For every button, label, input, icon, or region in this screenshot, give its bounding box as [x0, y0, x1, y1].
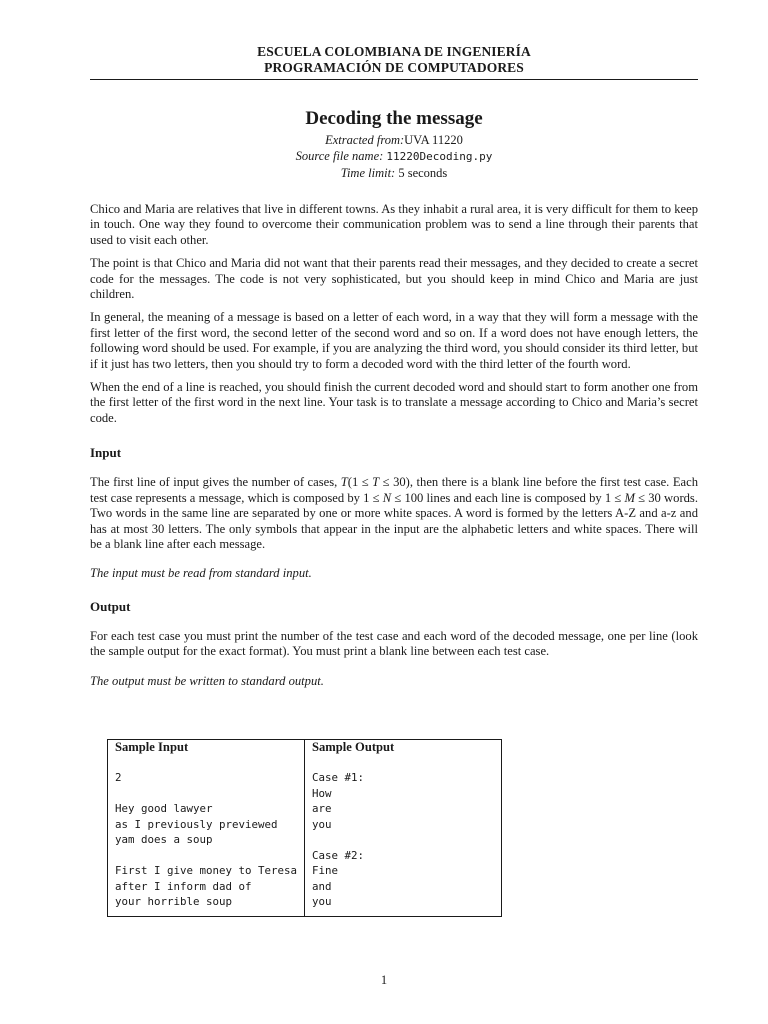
- meta-extracted-value: UVA 11220: [404, 133, 463, 147]
- problem-meta: [90, 132, 698, 181]
- meta-time: [90, 165, 698, 181]
- meta-time-label: Time limit:: [340, 166, 396, 180]
- var-M: M: [624, 490, 635, 505]
- paragraph-intro: Chico and Maria are relatives that live in different towns. As they inhabit a rural area, it is very difficult for them to keep in touch. One way they found to overcome their communication problem was to send a line through their parents that used to visit each other.: [90, 202, 698, 247]
- var-N: N: [382, 490, 392, 505]
- sample-input-cell: [108, 740, 305, 917]
- sample-output-cell: [305, 740, 502, 917]
- sample-output-code: Case #1: How are you Case #2: Fine and you: [312, 771, 365, 908]
- sample-io-table: [107, 739, 502, 917]
- problem-title: Decoding the message: [305, 108, 483, 129]
- input-cond-t-open: (1 ≤: [347, 475, 373, 490]
- document-page: [90, 0, 698, 689]
- input-cond-n-close: ≤ 100 lines and each line is composed by 1 ≤: [391, 490, 625, 505]
- header-course: PROGRAMACIÓN DE COMPUTADORES: [264, 60, 524, 75]
- var-T: T: [372, 475, 380, 490]
- sample-output-header: Sample Output: [312, 740, 395, 754]
- sample-input-code: 2 Hey good lawyer as I previously previewed yam does a soup First I give money to Teresa after I inform dad of your horrible soup: [115, 771, 298, 908]
- document-header: [90, 44, 698, 76]
- meta-source-value: 11220Decoding.py: [386, 150, 493, 163]
- output-heading: Output: [90, 598, 131, 614]
- meta-extracted-label: Extracted from:: [325, 133, 405, 147]
- paragraph-decoding-rule: In general, the meaning of a message is based on a letter of each word, in a way that they will form a message with the first letter of the first word, the second letter of the second word and so on. If a word does not have enough letters, the following word should be used. For example, if you are analyzing the third word, you should consider its third letter, but if it just has two letters, then you should try to form a decoded word with the third letter of the fourth word.: [90, 310, 698, 371]
- meta-source-label: Source file name:: [295, 149, 384, 163]
- meta-extracted: [90, 132, 698, 148]
- paragraph-secret-code: The point is that Chico and Maria did not want that their parents read their messages, and they decided to create a secret code for the messages. The code is not very sophisticated, but you should keep in mind Chico and Maria are just children.: [90, 256, 698, 302]
- meta-source: [90, 148, 698, 165]
- var-T: T: [340, 475, 348, 490]
- input-cond-t-close: ≤ 30), then there is a blank line before the first test case. Each test case represents a message, which is composed by 1 ≤: [90, 475, 698, 505]
- input-note: The input must be read from standard input.: [90, 566, 312, 581]
- input-text-a: The first line of input gives the number of cases,: [90, 475, 341, 490]
- page-number: 1: [380, 973, 388, 987]
- paragraph-line-end: When the end of a line is reached, you should finish the current decoded word and should start to form another one from the first letter of the first word in the next line. Your task is to translate a message according to Chico and Maria’s secret code.: [90, 380, 698, 425]
- header-school: ESCUELA COLOMBIANA DE INGENIERÍA: [257, 44, 531, 59]
- sample-input-header: Sample Input: [115, 740, 189, 754]
- input-description: [90, 475, 698, 552]
- output-description: For each test case you must print the number of the test case and each word of the decoded message, one per line (look the sample output for the exact format). You must print a blank line between each test case.: [90, 628, 698, 659]
- output-note: The output must be written to standard output.: [90, 673, 324, 688]
- input-text-b: ≤ 30 words. Two words in the same line are separated by one or more white spaces. A word is formed by the letters A-Z and a-z and has at most 30 letters. The only symbols that appear in the input are the alphabetic letters and white spaces. There will be a blank line after each message.: [90, 490, 698, 551]
- meta-time-value: 5 seconds: [398, 166, 448, 180]
- header-rule: [90, 79, 698, 80]
- input-heading: Input: [90, 445, 122, 461]
